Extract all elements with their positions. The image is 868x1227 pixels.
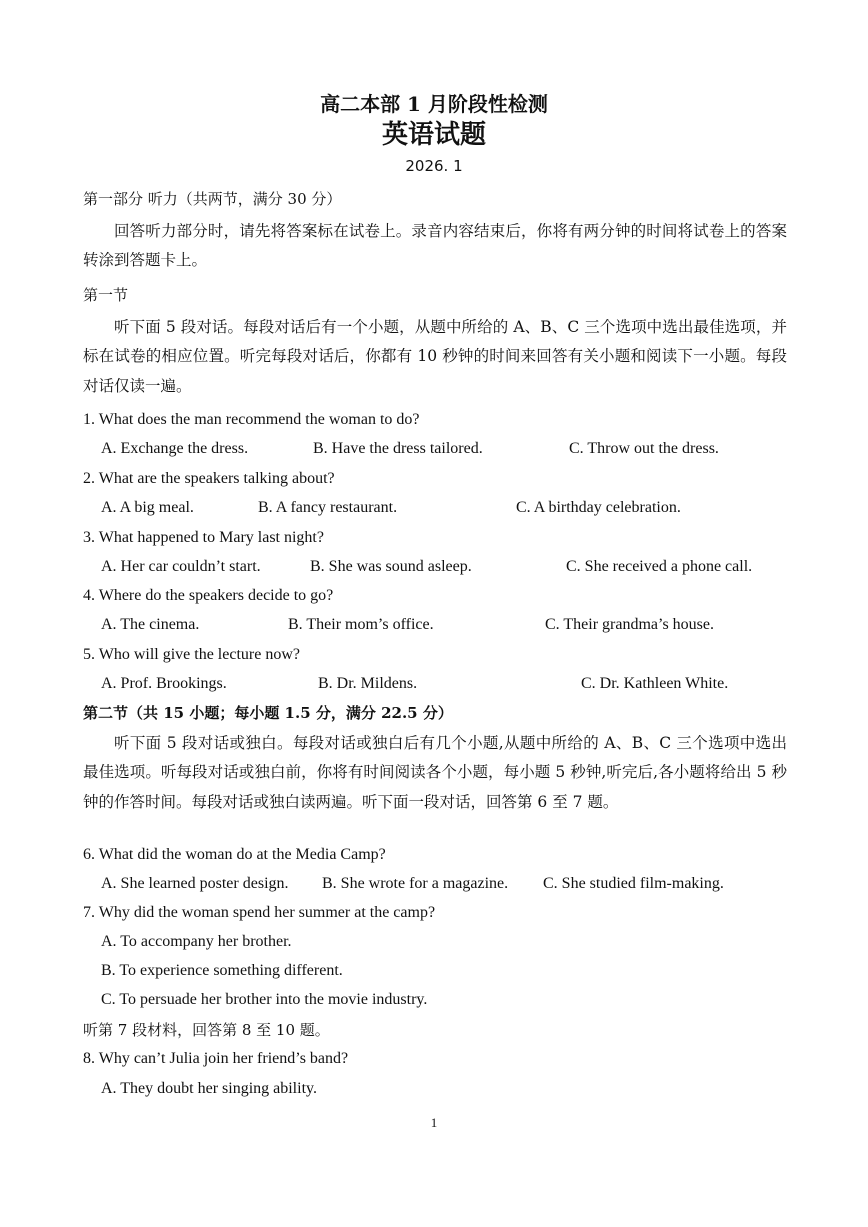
option-c: C. She studied film-making.: [543, 875, 724, 892]
question-stem: 7. Why did the woman spend her summer at the camp?: [83, 904, 436, 921]
option-c: C. To persuade her brother into the movie industry.: [101, 991, 428, 1008]
question-stem: 6. What did the woman do at the Media Camp?: [83, 846, 386, 863]
option-b: B. She wrote for a magazine.: [322, 875, 509, 892]
option-c: C. Their grandma’s house.: [545, 616, 715, 633]
option-b: B. Dr. Mildens.: [318, 675, 418, 692]
section2-instruction: 听下面 5 段对话或独白。每段对话或独白后有几个小题,从题中所给的 A、B、C 三个选项中选出最佳选项。听每段对话或独白前，你将有时间阅读各个小题，每小题 5 秒钟,听完后,各小题将给出 5 秒钟的作答时间。每段对话或独白读两遍。听下面一段对话，回答第 6 至 7 题。: [83, 734, 787, 811]
option-a: A. Exchange the dress.: [101, 440, 249, 457]
option-c: C. Dr. Kathleen White.: [581, 675, 729, 692]
option-b: B. Their mom’s office.: [288, 616, 434, 633]
option-a: A. Her car couldn’t start.: [101, 558, 261, 575]
section1-instruction: 听下面 5 段对话。每段对话后有一个小题，从题中所给的 A、B、C 三个选项中选出最佳选项，并标在试卷的相应位置。听完每段对话后，你都有 10 秒钟的时间来回答有关小题和阅读下一小题。每段对话仅读一遍。: [83, 318, 787, 395]
question-stem: 4. Where do the speakers decide to go?: [83, 587, 334, 604]
option-a: A. A big meal.: [101, 499, 194, 516]
option-b: B. To experience something different.: [101, 962, 343, 979]
part1-instruction: 回答听力部分时，请先将答案标在试卷上。录音内容结束后，你将有两分钟的时间将试卷上的答案转涂到答题卡上。: [83, 222, 787, 270]
option-a: A. They doubt her singing ability.: [101, 1080, 317, 1097]
option-c: C. Throw out the dress.: [569, 440, 719, 457]
option-b: B. She was sound asleep.: [310, 558, 472, 575]
option-a: A. To accompany her brother.: [101, 933, 292, 950]
page-number: 1: [430, 1115, 438, 1130]
exam-header-line1: 高二本部 1 月阶段性检测: [320, 92, 548, 116]
option-a: A. Prof. Brookings.: [101, 675, 227, 692]
question-stem: 8. Why can’t Julia join her friend’s band?: [83, 1050, 349, 1067]
option-c: C. She received a phone call.: [566, 558, 753, 575]
question-stem: 1. What does the man recommend the woman to do?: [83, 411, 420, 428]
option-b: B. A fancy restaurant.: [258, 499, 398, 516]
question-stem: 3. What happened to Mary last night?: [83, 529, 324, 546]
question-stem: 2. What are the speakers talking about?: [83, 470, 335, 487]
option-a: A. She learned poster design.: [101, 875, 289, 892]
passage-instruction: 听第 7 段材料，回答第 8 至 10 题。: [83, 1021, 330, 1039]
option-a: A. The cinema.: [101, 616, 200, 633]
exam-date: 2026. 1: [405, 157, 463, 175]
section2-heading: 第二节（共 15 小题；每小题 1.5 分，满分 22.5 分）: [83, 704, 453, 722]
exam-title: 英语试题: [381, 120, 486, 150]
section1-heading: 第一节: [83, 286, 129, 304]
option-c: C. A birthday celebration.: [516, 499, 681, 516]
question-stem: 5. Who will give the lecture now?: [83, 646, 300, 663]
option-b: B. Have the dress tailored.: [313, 440, 483, 457]
part1-heading: 第一部分 听力（共两节，满分 30 分）: [83, 190, 342, 208]
